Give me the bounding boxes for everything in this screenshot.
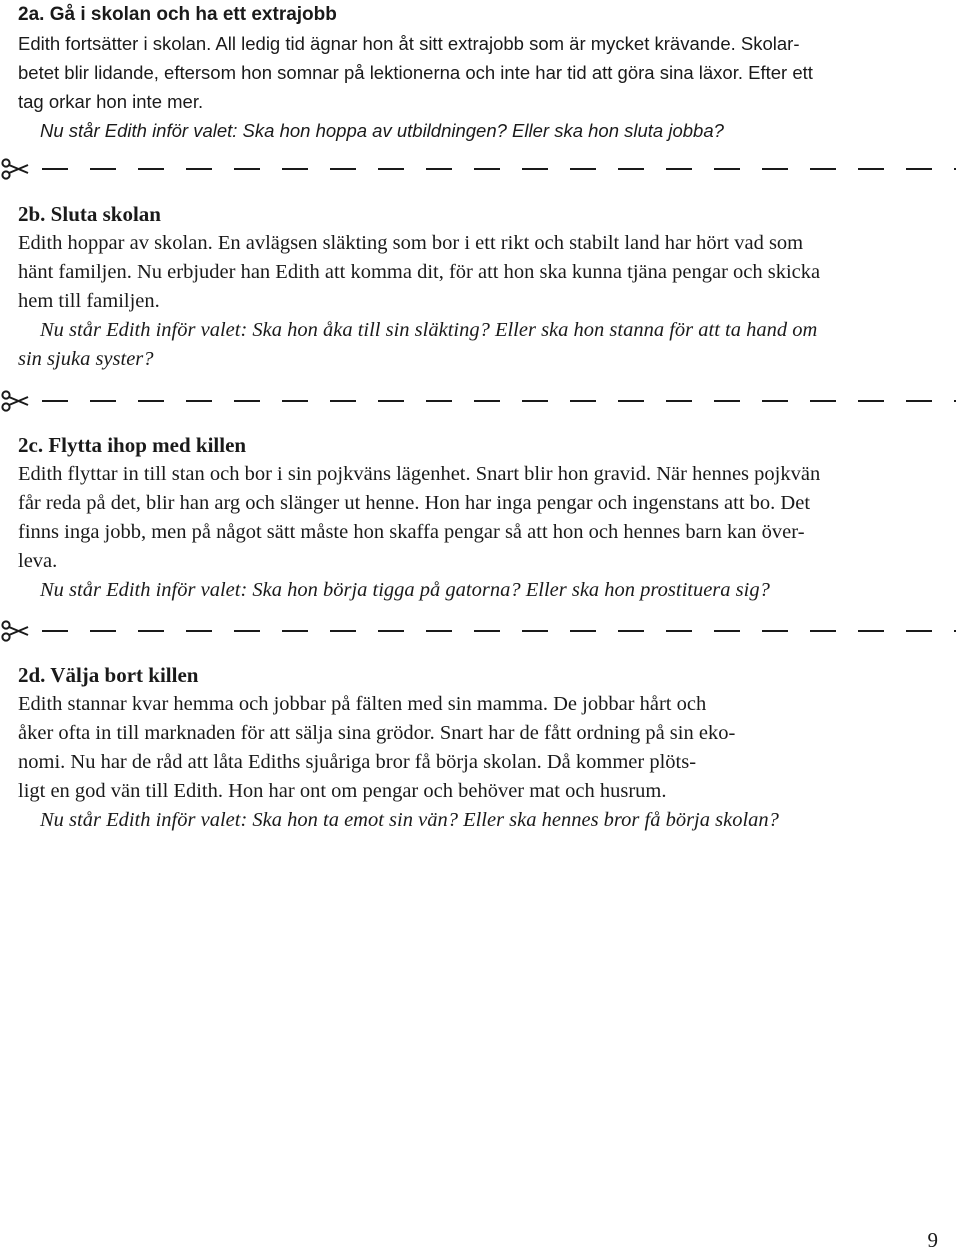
scissors-icon bbox=[0, 618, 30, 644]
body-line: betet blir lidande, eftersom hon somnar på lektionerna och inte har tid att göra sina läxor. Efter ett bbox=[18, 62, 813, 83]
section-2b bbox=[18, 200, 954, 374]
section-heading: 2a. Gå i skolan och ha ett extrajobb bbox=[18, 4, 337, 25]
body-line: Edith stannar kvar hemma och jobbar på fälten med sin mamma. De jobbar hårt och bbox=[18, 693, 707, 715]
body-line: Edith flyttar in till stan och bor i sin pojkväns lägenhet. Snart blir hon gravid. När hennes pojkvän bbox=[18, 463, 821, 485]
question-line: sin sjuka syster? bbox=[18, 348, 154, 370]
cut-line bbox=[0, 388, 960, 418]
question-line: Nu står Edith inför valet: Ska hon hoppa av utbildningen? Eller ska hon sluta jobba? bbox=[40, 120, 724, 141]
section-2c bbox=[18, 431, 954, 605]
scissors-icon bbox=[0, 388, 30, 414]
body-line: åker ofta in till marknaden för att sälja sina grödor. Snart har de fått ordning på sin eko- bbox=[18, 722, 736, 744]
dashed-cut-line bbox=[36, 618, 960, 644]
section-2d bbox=[18, 661, 954, 835]
body-line: Edith hoppar av skolan. En avlägsen släkting som bor i ett rikt och stabilt land har hört vad som bbox=[18, 232, 804, 254]
body-line: får reda på det, blir han arg och slänger ut henne. Hon har inga pengar och ingenstans att bo. Det bbox=[18, 492, 811, 514]
question-line: Nu står Edith inför valet: Ska hon börja tigga på gatorna? Eller ska hon prostituera sig? bbox=[40, 579, 770, 601]
body-line: hem till familjen. bbox=[18, 290, 160, 312]
page-number: 9 bbox=[927, 1228, 938, 1252]
section-heading: 2c. Flytta ihop med killen bbox=[18, 433, 247, 457]
body-line: Edith fortsätter i skolan. All ledig tid ägnar hon åt sitt extrajobb som är mycket krävande. Skolar- bbox=[18, 33, 800, 54]
body-line: ligt en god vän till Edith. Hon har ont om pengar och behöver mat och husrum. bbox=[18, 780, 667, 802]
question-line: Nu står Edith inför valet: Ska hon ta emot sin vän? Eller ska hennes bror få börja skolan? bbox=[40, 809, 779, 831]
body-line: nomi. Nu har de råd att låta Ediths sjuåriga bror få börja skolan. Då kommer plöts- bbox=[18, 751, 697, 773]
cut-line bbox=[0, 618, 960, 648]
section-2a bbox=[18, 0, 954, 145]
section-heading: 2b. Sluta skolan bbox=[18, 202, 161, 226]
question-line: Nu står Edith inför valet: Ska hon åka till sin släkting? Eller ska hon stanna för att ta hand om bbox=[40, 319, 818, 341]
body-line: finns inga jobb, men på något sätt måste hon skaffa pengar så att hon och hennes barn kan över- bbox=[18, 521, 805, 543]
body-line: leva. bbox=[18, 550, 58, 572]
dashed-cut-line bbox=[36, 388, 960, 414]
scissors-icon bbox=[0, 156, 30, 182]
dashed-cut-line bbox=[36, 156, 960, 182]
body-line: hänt familjen. Nu erbjuder han Edith att komma dit, för att hon ska kunna tjäna pengar och skicka bbox=[18, 261, 821, 283]
cut-line bbox=[0, 156, 960, 186]
body-line: tag orkar hon inte mer. bbox=[18, 91, 204, 112]
section-heading: 2d. Välja bort killen bbox=[18, 663, 199, 687]
